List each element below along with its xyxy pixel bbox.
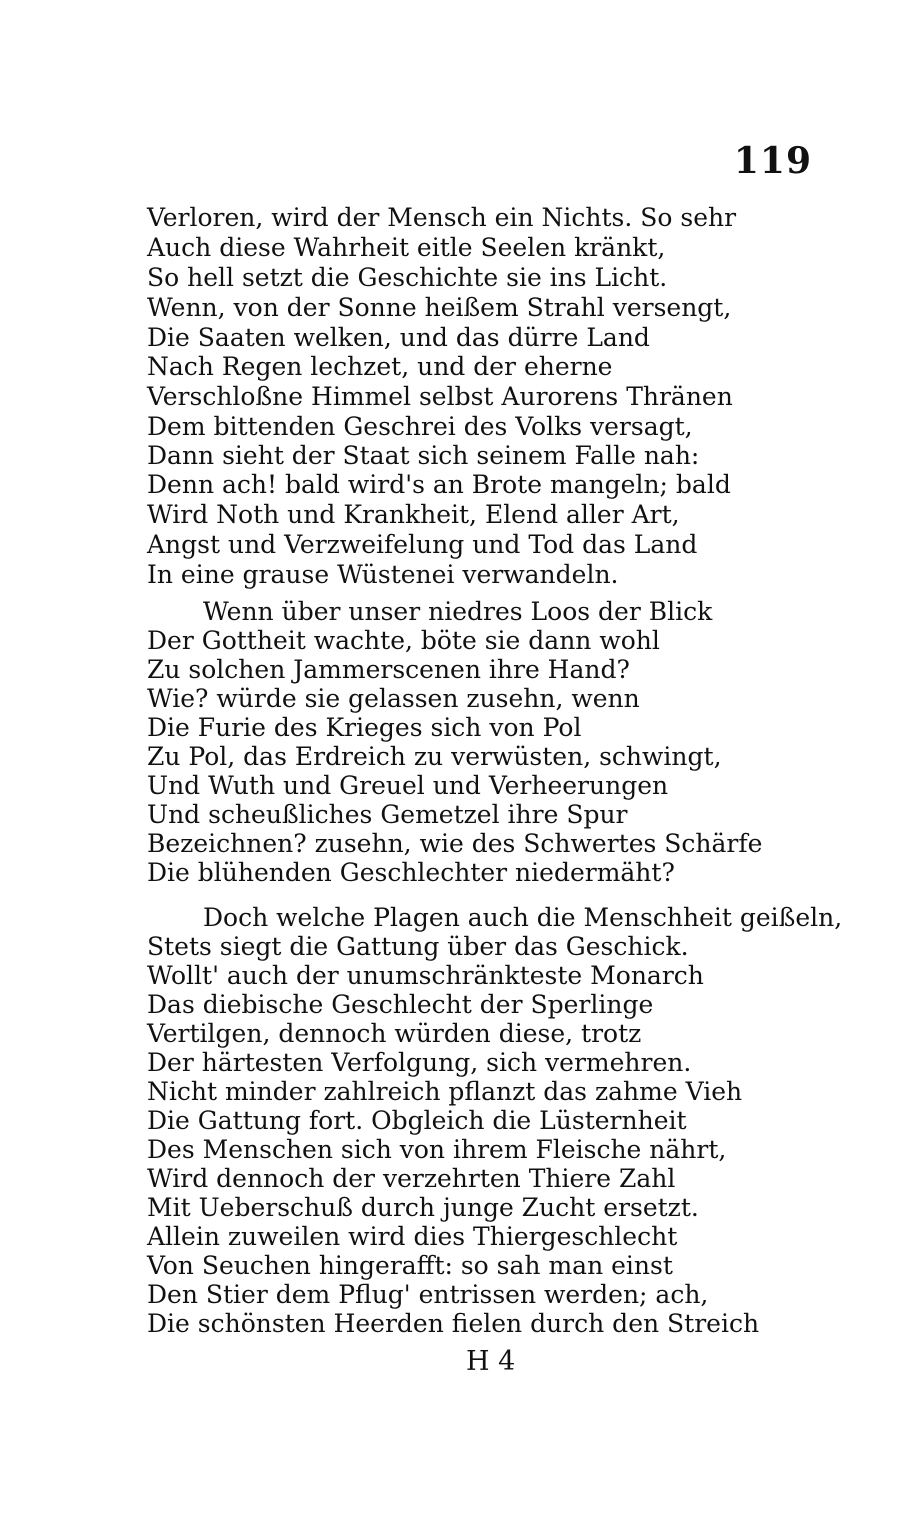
verse-line: Verschloßne Himmel selbst Aurorens Thränen <box>147 382 733 411</box>
signature-mark: H 4 <box>466 1346 516 1377</box>
verse-line: Verloren, wird der Mensch ein Nichts. So sehr <box>147 203 737 232</box>
verse-line: Die Furie des Krieges sich von Pol <box>147 713 582 742</box>
verse-line: Doch welche Plagen auch die Menschheit geißeln, <box>203 903 843 932</box>
verse-line: Der härtesten Verfolgung, sich vermehren. <box>147 1048 692 1077</box>
verse-line: Und Wuth und Greuel und Verheerungen <box>147 771 669 800</box>
verse-line: Auch diese Wahrheit eitle Seelen kränkt, <box>147 233 666 262</box>
verse-line: Nicht minder zahlreich pflanzt das zahme Vieh <box>147 1077 743 1106</box>
verse-line: Stets siegt die Gattung über das Geschick. <box>147 932 689 961</box>
verse-line: Mit Ueberschuß durch junge Zucht ersetzt. <box>147 1193 699 1222</box>
page-number: 119 <box>733 140 812 182</box>
verse-line: Das diebische Geschlecht der Sperlinge <box>147 990 654 1019</box>
verse-line: Vertilgen, dennoch würden diese, trotz <box>147 1019 642 1048</box>
verse-line: Zu Pol, das Erdreich zu verwüsten, schwingt, <box>147 742 722 771</box>
verse-line: Wenn, von der Sonne heißem Strahl versengt, <box>147 293 732 322</box>
verse-line: Die schönsten Heerden fielen durch den Streich <box>147 1309 760 1338</box>
verse-line: Allein zuweilen wird dies Thiergeschlecht <box>147 1222 678 1251</box>
verse-line: Wollt' auch der unumschränkteste Monarch <box>147 961 704 990</box>
verse-line: Denn ach! bald wird's an Brote mangeln; bald <box>147 470 731 499</box>
verse-line: Zu solchen Jammerscenen ihre Hand? <box>147 655 630 684</box>
verse-line: Bezeichnen? zusehn, wie des Schwertes Schärfe <box>147 829 763 858</box>
verse-line: Wenn über unser niedres Loos der Blick <box>203 597 713 626</box>
verse-line: In eine grause Wüstenei verwandeln. <box>147 560 619 589</box>
verse-line: Die Saaten welken, und das dürre Land <box>147 323 650 352</box>
verse-line: Wie? würde sie gelassen zusehn, wenn <box>147 684 640 713</box>
verse-line: Von Seuchen hingerafft: so sah man einst <box>147 1251 673 1280</box>
verse-line: Wird Noth und Krankheit, Elend aller Art, <box>147 500 680 529</box>
verse-line: Die blühenden Geschlechter niedermäht? <box>147 858 675 887</box>
verse-line: Den Stier dem Pflug' entrissen werden; ach, <box>147 1280 709 1309</box>
verse-line: Die Gattung fort. Obgleich die Lüsternheit <box>147 1106 687 1135</box>
verse-line: Angst und Verzweifelung und Tod das Land <box>147 530 698 559</box>
verse-line: Dem bittenden Geschrei des Volks versagt, <box>147 412 693 441</box>
verse-line: Wird dennoch der verzehrten Thiere Zahl <box>147 1164 676 1193</box>
verse-line: So hell setzt die Geschichte sie ins Licht. <box>147 263 668 292</box>
verse-line: Und scheußliches Gemetzel ihre Spur <box>147 800 628 829</box>
verse-line: Dann sieht der Staat sich seinem Falle nah: <box>147 441 700 470</box>
verse-line: Nach Regen lechzet, und der eherne <box>147 352 613 381</box>
verse-line: Des Menschen sich von ihrem Fleische nährt, <box>147 1135 727 1164</box>
verse-line: Der Gottheit wachte, böte sie dann wohl <box>147 626 660 655</box>
